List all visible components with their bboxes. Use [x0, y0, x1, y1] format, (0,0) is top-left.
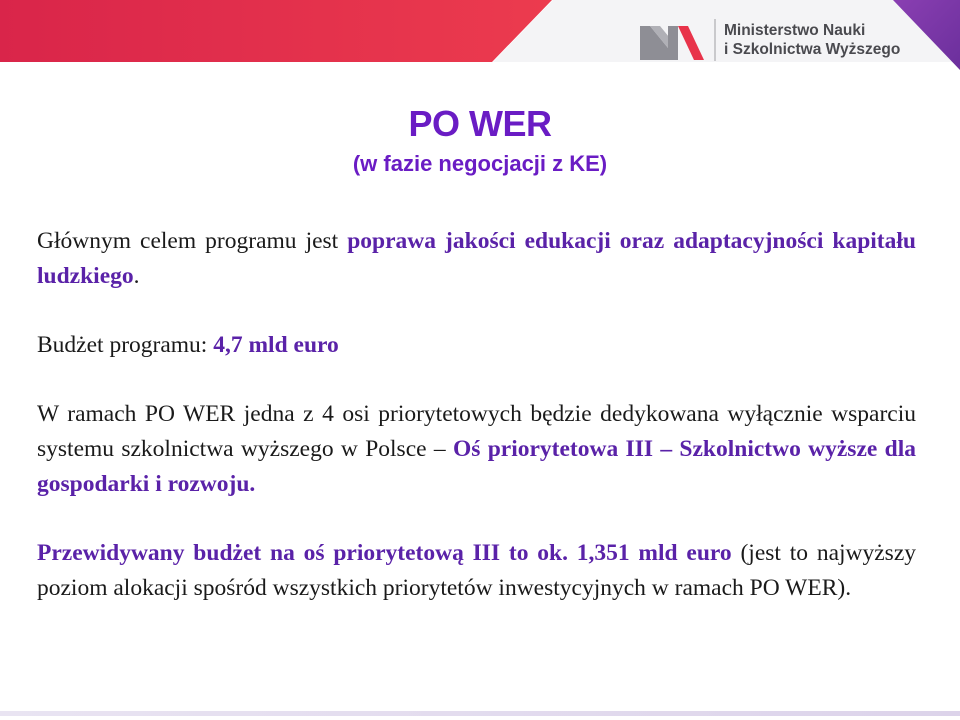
- budget-label: Budżet programu:: [37, 332, 214, 358]
- axis-text: W ramach PO WER jedna z 4 osi priorytetowych będzie dedykowana wyłącznie wsparciu systemu szkolnictwa wyższego w Polsce –: [37, 401, 916, 462]
- paragraph-budget: [37, 328, 916, 363]
- footer-line: [0, 711, 960, 716]
- goal-highlight: poprawa jakości edukacji oraz adaptacyjności kapitału ludzkiego: [37, 228, 916, 289]
- paragraph-goal: [37, 224, 916, 294]
- ministry-name: [724, 21, 900, 59]
- axis-highlight: Oś priorytetowa III – Szkolnictwo wyższe dla gospodarki i rozwoju.: [37, 436, 916, 497]
- header-banner: [0, 0, 960, 90]
- goal-text-end: .: [133, 263, 140, 289]
- slide-body: [37, 224, 916, 606]
- logo-separator: [714, 19, 716, 61]
- ministry-name-line1: Ministerstwo Nauki: [724, 22, 866, 39]
- paragraph-axis: [37, 397, 916, 502]
- title-subtitle: (w fazie negocjacji z KE): [352, 151, 608, 176]
- paragraph-axis-budget: [37, 536, 916, 606]
- banner-red-band: [0, 0, 552, 62]
- budget-value: 4,7 mld euro: [213, 332, 339, 358]
- ministry-name-line2: i Szkolnictwa Wyższego: [724, 41, 901, 58]
- slide-title: [0, 102, 960, 178]
- goal-text: Głównym celem programu jest: [37, 228, 348, 254]
- title-main: PO WER: [408, 103, 552, 144]
- ministry-logo: [640, 17, 900, 63]
- axis-budget-highlight: Przewidywany budżet na oś priorytetową III to ok. 1,351 mld euro: [37, 540, 732, 566]
- axis-budget-text: (jest to najwyższy poziom alokacji spośród wszystkich priorytetów inwestycyjnych w ramach PO WER).: [37, 540, 917, 601]
- nauka-logo-icon: [640, 20, 704, 60]
